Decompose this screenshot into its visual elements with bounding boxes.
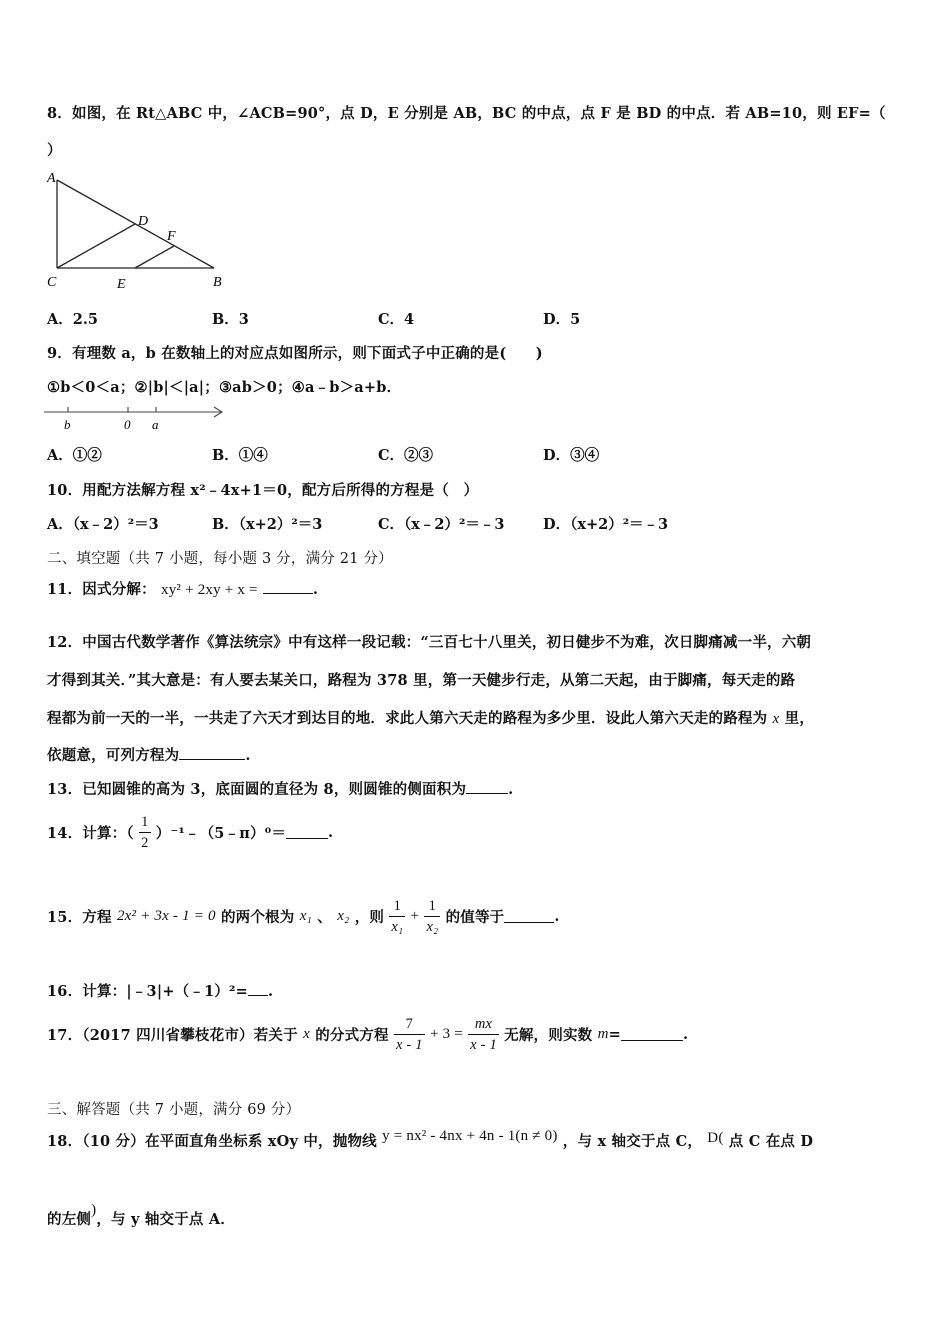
q18-mid: ，与 x 轴交于点 C， xyxy=(562,1133,703,1150)
q17-fraction-1 xyxy=(394,1014,425,1055)
q12-answer-blank[interactable] xyxy=(179,747,245,760)
q15-fraction-2-den: x₂ xyxy=(426,919,439,935)
q15-mid: 的两个根为 xyxy=(220,909,295,926)
q9-option-d: D．③④ xyxy=(543,447,600,464)
q8-option-c: C．4 xyxy=(378,311,415,328)
q16-text: 16．计算：|﹣3|+（﹣1）²= xyxy=(47,983,248,1000)
q18-line1 xyxy=(47,1130,813,1151)
q17-tail: 无解，则实数 xyxy=(504,1027,593,1044)
label-b: B xyxy=(213,275,222,290)
label-d: D xyxy=(138,214,149,229)
q10-option-d: D．（x+2）²＝﹣3 xyxy=(543,516,669,533)
q13-text: 13．已知圆锥的高为 3，底面圆的直径为 8，则圆锥的侧面积为 xyxy=(47,781,467,798)
axis-label-zero: 0 xyxy=(124,417,131,432)
q17: 17．（2017 四川省攀枝花市）若关于 x 的分式方程 $\frac{7}{x - 1}$ + 3 = $\frac{mx}{x - 1}$ 无解，则实数 m= . xyxy=(47,1016,689,1053)
q12-line3-tail: 里， xyxy=(784,710,815,727)
q17-eq: = xyxy=(608,1026,622,1043)
q17-plus3: + 3 = xyxy=(429,1026,463,1042)
q15-fraction-2-num: 1 xyxy=(424,896,440,917)
q8-option-b: B．3 xyxy=(212,311,249,328)
q10-stem: 10．用配方法解方程 x²﹣4x+1＝0，配方后所得的方程是（ ） xyxy=(47,482,479,499)
q18-line2 xyxy=(47,1202,236,1229)
q14-fraction-den: 2 xyxy=(141,835,149,851)
q15-plus: + xyxy=(410,908,420,924)
q14-answer-blank[interactable] xyxy=(286,826,328,839)
q9-stem: 9．有理数 a，b 在数轴上的对应点如图所示，则下面式子中正确的是( ) xyxy=(47,345,543,362)
q16: 16．计算：|﹣3|+（﹣1）²= . xyxy=(47,983,274,1000)
q14-label: 14．计算：（ xyxy=(47,825,134,842)
q15-tail: 的值等于 xyxy=(445,909,505,926)
label-c: C xyxy=(47,275,57,290)
q15-sep: 、 xyxy=(317,909,332,926)
q18-line2-paren: ) xyxy=(91,1202,97,1218)
q12-line3-text: 程都为前一天的一半，一共走了六天才到达目的地．求此人第六天走的路程为多少里．设此人第六天走的路程为 xyxy=(47,710,768,727)
q8-stem-line2: ） xyxy=(47,142,62,159)
q17-variable-x: x xyxy=(303,1026,310,1042)
section-3-heading: 三、解答题（共 7 小题，满分 69 分） xyxy=(47,1102,301,1118)
q12-line4-text: 依题意，可列方程为 xyxy=(47,747,180,764)
q9-statements: ①b＜0＜a；②|b|＜|a|；③ab＞0；④a﹣b＞a+b． xyxy=(47,379,402,396)
q17-fraction-2-den: x - 1 xyxy=(470,1037,497,1053)
q17-mid: 的分式方程 xyxy=(315,1027,389,1044)
q15-fraction-1-den: x₁ xyxy=(391,919,404,935)
axis-label-b: b xyxy=(64,417,71,432)
q8-option-d: D．5 xyxy=(543,311,581,328)
q15-equation: 2x² + 3x - 1 = 0 xyxy=(116,908,216,924)
q15-fraction-1 xyxy=(389,896,405,937)
q8-option-a: A．2.5 xyxy=(47,311,98,328)
q13-answer-blank[interactable] xyxy=(466,781,508,794)
q18-line2-b: ，与 y 轴交于点 A． xyxy=(96,1211,236,1228)
q18-parabola-expression: y = nx² - 4nx + 4n - 1(n ≠ 0) xyxy=(382,1128,558,1144)
q13: 13．已知圆锥的高为 3，底面圆的直径为 8，则圆锥的侧面积为 . xyxy=(47,781,514,798)
q11-answer-blank[interactable] xyxy=(263,581,313,594)
section-2-heading: 二、填空题（共 7 小题，每小题 3 分，满分 21 分） xyxy=(47,551,393,567)
q17-variable-m: m xyxy=(597,1026,609,1042)
q18-line2-a: 的左侧 xyxy=(47,1211,92,1228)
q15-answer-blank[interactable] xyxy=(504,910,554,923)
q10-option-a: A．（x﹣2）²＝3 xyxy=(47,516,159,533)
q9-option-a: A．①② xyxy=(47,447,102,464)
segment-ef xyxy=(135,246,174,268)
q8-triangle-figure xyxy=(42,168,232,293)
q12-line3 xyxy=(47,707,814,728)
q10-option-b: B．（x+2）²＝3 xyxy=(212,516,323,533)
q17-answer-blank[interactable] xyxy=(621,1028,683,1041)
q15: 15．方程 2x² + 3x - 1 = 0 的两个根为 x₁ 、 x₂ ，则 $\frac{1}{\text{x₁}}$ + $\frac{1}{\text{x₂}}$ 的值等于 . xyxy=(47,898,560,935)
q12-line1: 12．中国古代数学著作《算法统宗》中有这样一段记载：“三百七十八里关，初日健步不为难，次日脚痛减一半，六朝 xyxy=(47,634,812,651)
q18-tail: 点 C 在点 D xyxy=(728,1133,814,1150)
q14-rest: ）⁻¹﹣（5﹣π）⁰＝ xyxy=(155,825,287,842)
q14-fraction-num: 1 xyxy=(139,812,150,833)
q17-fraction-2-num: mx xyxy=(468,1014,499,1035)
q18-d-part: D( xyxy=(707,1130,724,1146)
q9-number-line xyxy=(44,402,229,432)
q8-stem-line1: 8．如图，在 Rt△ABC 中，∠ACB=90°，点 D，E 分别是 AB，BC 的中点，点 F 是 BD 的中点．若 AB=10，则 EF=（ xyxy=(47,105,886,122)
q12-line4: 依题意，可列方程为 . xyxy=(47,747,251,764)
label-f: F xyxy=(167,229,176,244)
q15-fraction-1-num: 1 xyxy=(389,896,405,917)
q12-line2: 才得到其关．”其大意是：有人要去某关口，路程为 378 里，第一天健步行走，从第二天起，由于脚痛，每天走的路 xyxy=(47,672,796,689)
q10-option-c: C．（x﹣2）²＝﹣3 xyxy=(378,516,505,533)
q11: 11．因式分解： xy² + 2xy + x = . xyxy=(47,581,319,598)
q14-fraction xyxy=(139,812,150,853)
q12-variable-x: x xyxy=(772,711,780,727)
q16-answer-blank[interactable] xyxy=(248,983,268,996)
q9-option-c: C．②③ xyxy=(378,447,434,464)
label-a: A xyxy=(47,171,56,186)
q17-fraction-2 xyxy=(468,1014,499,1055)
axis-label-a: a xyxy=(152,417,159,432)
q11-expression: xy² + 2xy + x = xyxy=(161,582,258,598)
q15-x2: x₂ xyxy=(337,908,350,924)
segment-cd xyxy=(57,224,135,268)
q14: 14．计算：（ $\frac{1}{2}$ ）⁻¹﹣（5﹣π）⁰＝ . xyxy=(47,814,334,851)
q9-option-b: B．①④ xyxy=(212,447,268,464)
q15-label: 15．方程 xyxy=(47,909,112,926)
q17-fraction-1-den: x - 1 xyxy=(395,1037,423,1053)
q17-fraction-1-num: 7 xyxy=(394,1014,425,1035)
q15-x1: x₁ xyxy=(299,908,312,924)
q11-label: 11．因式分解： xyxy=(47,581,156,598)
q15-fraction-2 xyxy=(424,896,440,937)
q17-label: 17．（2017 四川省攀枝花市）若关于 xyxy=(47,1027,298,1044)
q15-then: ，则 xyxy=(354,909,385,926)
label-e: E xyxy=(117,277,126,292)
q18-label: 18．（10 分）在平面直角坐标系 xOy 中，抛物线 xyxy=(47,1133,377,1150)
